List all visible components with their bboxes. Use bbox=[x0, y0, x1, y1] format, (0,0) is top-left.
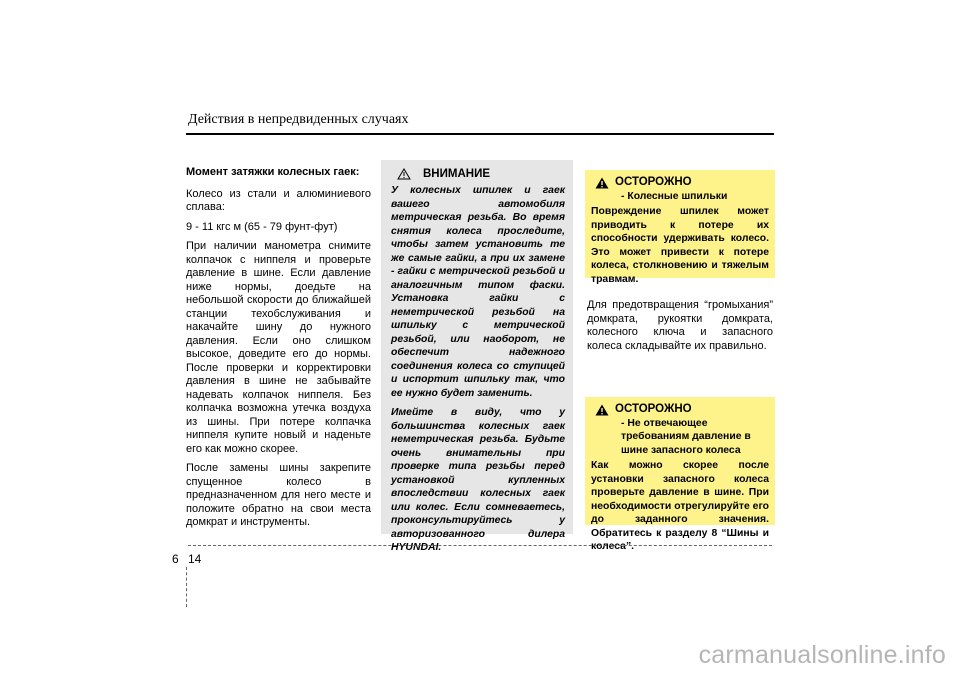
caution-subtitle: - Колесные шпильки bbox=[621, 190, 728, 202]
caution-subtitle: - Не отвечающее требованиям давление в шине запасного колеса bbox=[621, 417, 751, 456]
crop-mark bbox=[186, 567, 187, 607]
caution-body: Как можно скорее после установки запасного колеса проверьте давление в шине. При необходимости отрегулируйте его до заданного значения. Обратитесь к разделу 8 “Шины и колеса”. bbox=[591, 460, 769, 552]
caution-box-pressure bbox=[585, 397, 775, 552]
notice-box bbox=[381, 160, 573, 553]
notice-title: ВНИМАНИЕ bbox=[423, 168, 491, 180]
left-column bbox=[186, 166, 371, 536]
caution-box-studs bbox=[585, 170, 775, 285]
footer-rule bbox=[188, 545, 772, 546]
notice-header bbox=[391, 168, 565, 180]
torque-heading: Момент затяжки колесных гаек: bbox=[186, 166, 360, 178]
caution-header bbox=[591, 403, 769, 417]
pressure-check-text: При наличии манометра снимите колпачок с ниппеля и проверьте давление в шине. Если давление ниже нормы, доедьте на небольшой скорости до ближайшей станции техобслуживания и накачайте шину до нужного давления. Если оно слишком высокое, доведите его до нормы. После проверки и корректировки давления в шине не забывайте надевать колпачок ниппеля. Без колпачка возможна утечка воздуха из шины. При потере колпачка ниппеля купите новый и наденьте его как можно скорее. bbox=[186, 240, 371, 455]
torque-value-text: 9 - 11 кгс м (65 - 79 фунт-фут) bbox=[186, 220, 338, 233]
header-rule bbox=[186, 133, 774, 135]
notice-text-1: У колесных шпилек и гаек вашего автомобиля метрическая резьба. Во время снятия колеса проследите, чтобы затем установить те же самые гайки, а при их замене - гайки с метрической резьбой и аналогичным типом фаски. Установка гайки с неметрической резьбой на шпильку с метрической резьбой, или наоборот, не обеспечит надежного соединения колеса со ступицей и испортит шпильку так, что ее нужно будет заменить. bbox=[391, 185, 565, 399]
caution-title: ОСТОРОЖНО bbox=[615, 176, 692, 188]
caution-title: ОСТОРОЖНО bbox=[615, 403, 692, 415]
caution-header bbox=[591, 176, 769, 190]
wheel-material-text: Колесо из стали и алюминиевого сплава: bbox=[186, 187, 371, 213]
warning-triangle-filled-icon bbox=[595, 404, 609, 416]
page-header: Действия в непредвиденных случаях bbox=[188, 112, 409, 127]
notice-text-2: Имейте в виду, что у большинства колесных гаек неметрическая резьба. Будьте очень внимательны при проверке типа резьбы перед установкой купленных впоследствии колесных гаек или колес. Если сомневаетесь, проконсультируйтесь у авторизованного дилера HYUNDAI. bbox=[391, 407, 565, 553]
jack-stowing-text: Для предотвращения “громыхания” домкрата, рукоятки домкрата, колесного ключа и запасного колеса складывайте их правильно. bbox=[587, 299, 773, 352]
warning-triangle-outline-icon bbox=[397, 168, 411, 180]
caution-body: Повреждение шпилек может приводить к потере их способности удерживать колесо. Это может привести к потере колеса, столкновению и тяжелым травмам. bbox=[591, 206, 769, 285]
stowing-text: После замены шины закрепите спущенное колесо в предназначенном для него месте и положите обратно на свои места домкрат и инструменты. bbox=[186, 462, 371, 528]
chapter-number: 6 bbox=[172, 552, 179, 566]
page-number: 14 bbox=[188, 552, 202, 566]
watermark: carmanualsonline.info bbox=[698, 641, 946, 669]
warning-triangle-filled-icon bbox=[595, 177, 609, 189]
